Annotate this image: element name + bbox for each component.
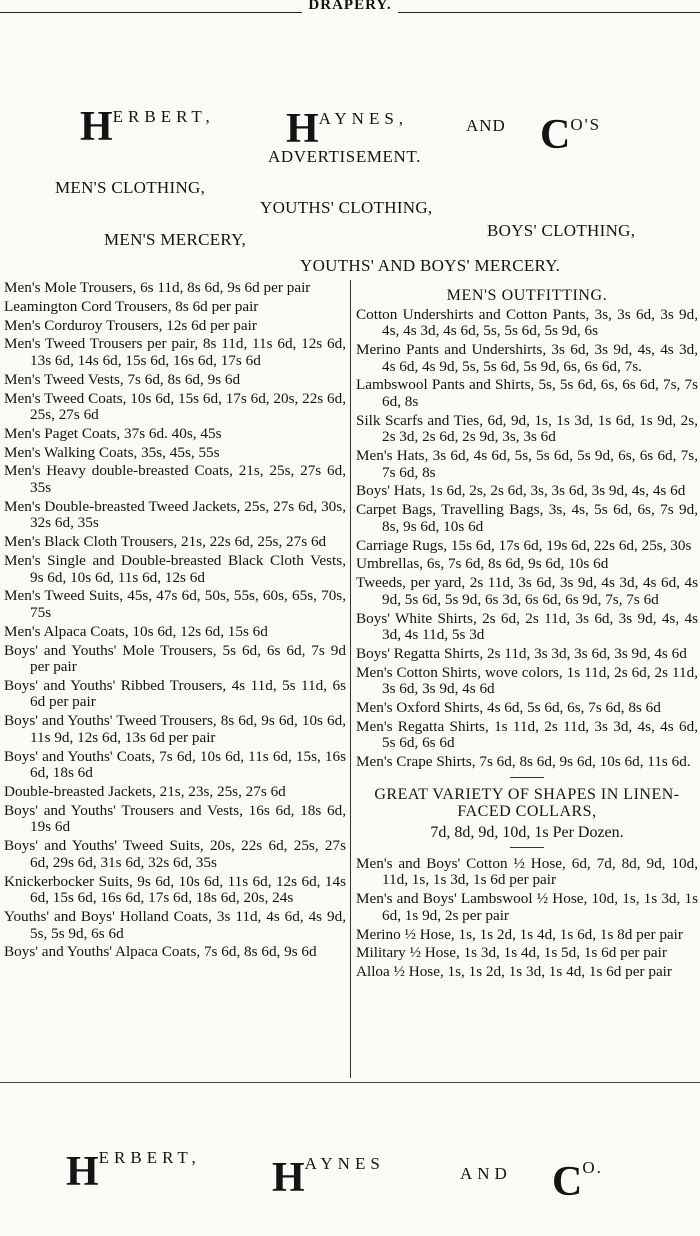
list-item: Men's Regatta Shirts, 1s 11d, 2s 11d, 3s 3d, 4s, 4s 6d, 5s 6d, 6s 6d (356, 717, 698, 752)
category-boys-clothing: BOYS' CLOTHING, (487, 221, 636, 240)
list-item: Lambswool Pants and Shirts, 5s, 5s 6d, 6s, 6s 6d, 7s, 7s 6d, 8s (356, 376, 698, 410)
list-item: Men's Walking Coats, 35s, 45s, 55s (4, 443, 220, 461)
list-item: Men's Tweed Vests, 7s 6d, 8s 6d, 9s 6d (4, 370, 241, 388)
list-item: Boys' and Youths' Tweed Suits, 20s, 22s 6d, 25s, 27s 6d, 29s 6d, 31s 6d, 32s 6d, 35s (4, 837, 346, 871)
list-item: Carriage Rugs, 15s 6d, 17s 6d, 19s 6d, 22s 6d, 25s, 30s (356, 536, 692, 554)
collars-prices: 7d, 8d, 9d, 10d, 1s Per Dozen. (430, 823, 624, 841)
footer-name-co: O. (582, 1158, 603, 1177)
list-item: Boys' White Shirts, 2s 6d, 2s 11d, 3s 6d, 3s 9d, 4s, 4s 3d, 4s 11d, 5s 3d (356, 609, 698, 644)
list-item: Men's and Boys' Cotton ½ Hose, 6d, 7d, 8d, 9d, 10d, 11d, 1s, 1s 3d, 1s 6d per pair (356, 854, 698, 889)
list-item: Boys' and Youths' Ribbed Trousers, 4s 11d, 5s 11d, 6s 6d per pair (4, 676, 346, 711)
list-item: Men's Tweed Suits, 45s, 47s 6d, 50s, 55s, 60s, 65s, 70s, 75s (4, 587, 346, 621)
right-price-list (356, 280, 698, 983)
list-item: Men's Single and Double-breasted Black Cloth Vests, 9s 6d, 10s 6d, 11s 6d, 12s 6d (4, 551, 346, 586)
list-item: Men's Corduroy Trousers, 12s 6d per pair (4, 316, 257, 334)
list-item: Youths' and Boys' Holland Coats, 3s 11d, 4s 6d, 4s 9d, 5s, 5s 9d, 6s 6d (4, 907, 346, 942)
list-item: Men's Double-breasted Tweed Jackets, 25s, 27s 6d, 30s, 32s 6d, 35s (4, 497, 346, 532)
footer-name-haynes: AYNES (304, 1154, 385, 1173)
firm-and: AND (466, 116, 506, 135)
list-item: Men's and Boys' Lambswool ½ Hose, 10d, 1s, 1s 3d, 1s 6d, 1s 9d, 2s per pair (356, 890, 698, 924)
list-item: Boys' and Youths' Coats, 7s 6d, 10s 6d, 11s 6d, 15s, 16s 6d, 18s 6d (4, 747, 346, 782)
list-item: Boys' Regatta Shirts, 2s 11d, 3s 3d, 3s 6d, 3s 9d, 4s 6d (356, 644, 687, 662)
footer-rule (0, 1082, 700, 1083)
list-item: Boys' and Youths' Trousers and Vests, 16s 6d, 18s 6d, 19s 6d (4, 801, 346, 836)
list-item: Tweeds, per yard, 2s 11d, 3s 6d, 3s 9d, 4s 3d, 4s 6d, 4s 9d, 5s 6d, 5s 9d, 6s 3d, 6s 6d, 6s 9d, 7s, 7s 6d (356, 574, 698, 608)
list-item: Men's Heavy double-breasted Coats, 21s, 25s, 27s 6d, 35s (4, 462, 346, 497)
masthead (80, 106, 215, 148)
list-item: Men's Oxford Shirts, 4s 6d, 5s 6d, 6s, 7s 6d, 8s 6d (356, 699, 661, 717)
list-item: Men's Hats, 3s 6d, 4s 6d, 5s, 5s 6d, 5s 9d, 6s, 6s 6d, 7s, 7s 6d, 8s (356, 447, 698, 481)
list-item: Leamington Cord Trousers, 8s 6d per pair (4, 297, 259, 315)
list-item: Men's Alpaca Coats, 10s 6d, 12s 6d, 15s 6d (4, 622, 268, 640)
list-item: Boys' and Youths' Alpaca Coats, 7s 6d, 8s 6d, 9s 6d (4, 943, 317, 961)
list-item: Men's Black Cloth Trousers, 21s, 22s 6d, 25s, 27s 6d (4, 533, 327, 551)
list-item: Merino ½ Hose, 1s, 1s 2d, 1s 4d, 1s 6d, 1s 8d per pair (356, 925, 683, 943)
list-item: Merino Pants and Undershirts, 3s 6d, 3s 9d, 4s, 4s 3d, 4s 6d, 4s 9d, 5s, 5s 6d, 5s 9d, 6s, 6s 6d, 7s. (356, 340, 698, 375)
section-label: DRAPERY. (0, 0, 700, 14)
firm-initial-h1: H (80, 104, 113, 150)
list-item: Men's Mole Trousers, 6s 11d, 8s 6d, 9s 6d per pair (4, 279, 311, 296)
list-item: Men's Tweed Trousers per pair, 8s 11d, 11s 6d, 12s 6d, 13s 6d, 14s 6d, 15s 6d, 16s 6d, 17s 6d (4, 335, 346, 369)
firm-name-haynes: AYNES, (318, 109, 409, 128)
short-rule (510, 777, 544, 778)
category-youths-clothing: YOUTHS' CLOTHING, (260, 198, 433, 217)
list-item: Umbrellas, 6s, 7s 6d, 8s 6d, 9s 6d, 10s 6d (356, 555, 609, 573)
footer-name-herbert: ERBERT, (98, 1148, 201, 1167)
firm-name-cos: O'S (570, 115, 602, 134)
list-item: Double-breasted Jackets, 21s, 23s, 25s, 27s 6d (4, 783, 286, 800)
list-item: Knickerbocker Suits, 9s 6d, 10s 6d, 11s 6d, 12s 6d, 14s 6d, 15s 6d, 16s 6d, 17s 6d, 18s 6d, 20s, 24s (4, 872, 346, 907)
list-item: Men's Cotton Shirts, wove colors, 1s 11d, 2s 6d, 2s 11d, 3s 6d, 3s 9d, 4s 6d (356, 663, 698, 698)
list-item: Boys' and Youths' Mole Trousers, 5s 6d, 6s 6d, 7s 9d per pair (4, 641, 346, 676)
category-mens-mercery: MEN'S MERCERY, (104, 230, 247, 249)
list-item: Silk Scarfs and Ties, 6d, 9d, 1s, 1s 3d, 1s 6d, 1s 9d, 2s, 2s 3d, 2s 6d, 2s 9d, 3s, 3s 6d (356, 411, 698, 446)
footer-masthead (66, 1148, 201, 1193)
list-item: Men's Crape Shirts, 7s 6d, 8s 6d, 9s 6d, 10s 6d, 11s 6d. (356, 753, 691, 771)
list-item: Men's Paget Coats, 37s 6d. 40s, 45s (4, 424, 222, 442)
column-divider (350, 280, 351, 1078)
footer-initial-c: C (552, 1159, 583, 1205)
list-item: Cotton Undershirts and Cotton Pants, 3s, 3s 6d, 3s 9d, 4s, 4s 3d, 4s 6d, 5s, 5s 6d, 5s 9d, 6s (356, 305, 698, 340)
list-item: Boys' and Youths' Tweed Trousers, 8s 6d, 9s 6d, 10s 6d, 11s 9d, 12s 6d, 13s 6d per pair (4, 712, 346, 746)
left-price-list (4, 280, 346, 963)
list-item: Boys' Hats, 1s 6d, 2s, 2s 6d, 3s, 3s 6d, 3s 9d, 4s, 4s 6d (356, 482, 686, 500)
category-youths-boys-mercery: YOUTHS' AND BOYS' MERCERY. (300, 256, 561, 275)
firm-name-herbert: ERBERT, (112, 107, 215, 126)
advertisement-label: ADVERTISEMENT. (268, 147, 421, 166)
collars-heading: GREAT VARIETY OF SHAPES IN LINEN-FACED COLLARS, (374, 785, 680, 820)
firm-initial-c: C (540, 112, 571, 158)
short-rule (510, 847, 544, 848)
footer-and: AND (460, 1164, 512, 1183)
footer-initial-h1: H (66, 1149, 99, 1195)
list-item: Alloa ½ Hose, 1s, 1s 2d, 1s 3d, 1s 4d, 1s 6d per pair (356, 963, 672, 981)
category-mens-clothing: MEN'S CLOTHING, (55, 178, 206, 197)
list-item: Carpet Bags, Travelling Bags, 3s, 4s, 5s 6d, 6s, 7s 9d, 8s, 9s 6d, 10s 6d (356, 501, 698, 535)
footer-initial-h2: H (272, 1155, 305, 1201)
firm-initial-h2: H (286, 106, 319, 152)
mens-outfitting-heading: MEN'S OUTFITTING. (446, 287, 608, 304)
list-item: Military ½ Hose, 1s 3d, 1s 4d, 1s 5d, 1s 6d per pair (356, 944, 667, 962)
list-item: Men's Tweed Coats, 10s 6d, 15s 6d, 17s 6d, 20s, 22s 6d, 25s, 27s 6d (4, 389, 346, 424)
